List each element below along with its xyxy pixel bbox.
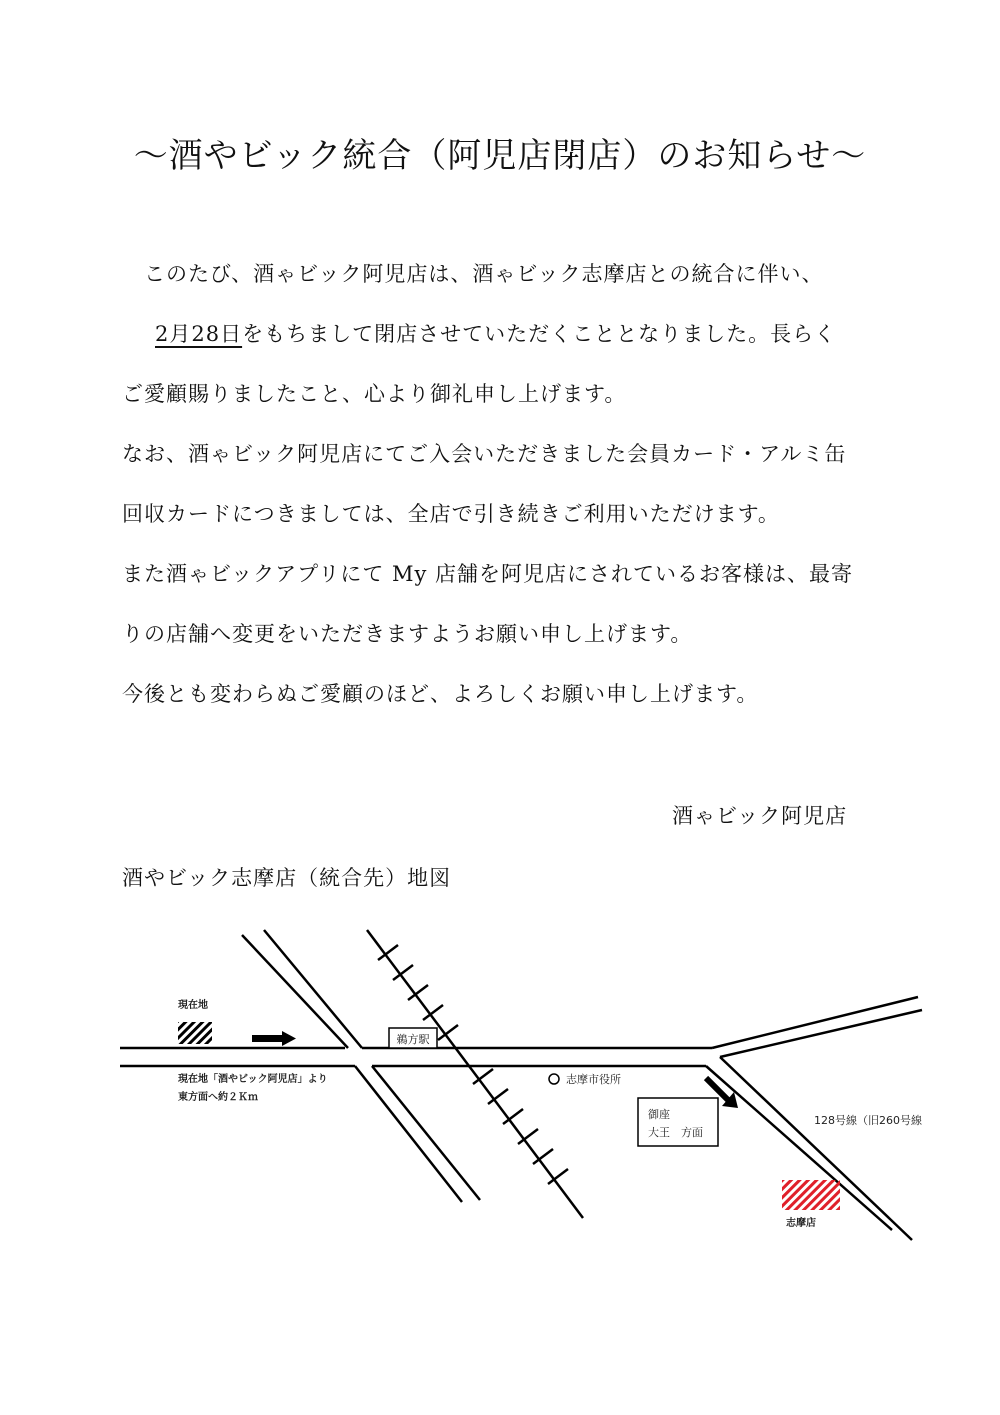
east-arrow-icon (252, 1031, 296, 1046)
body-line-2 (155, 318, 836, 348)
route-label: 128号線（旧260号線 (814, 1114, 922, 1127)
current-location-desc-1: 現在地「酒やビック阿児店」より (178, 1074, 328, 1085)
body-line-2-rest: をもちまして閉店させていただくこととなりました。長らく (242, 322, 837, 346)
body-line-6: また酒ゃビックアプリにて My 店舗を阿児店にされているお客様は、最寄 (122, 562, 854, 586)
body-line-7: りの店舗へ変更をいただきますようお願い申し上げます。 (122, 622, 693, 646)
direction-label-2: 大王 方面 (648, 1126, 703, 1139)
destination-label: 志摩店 (786, 1218, 816, 1229)
body-line-3: ご愛顧賜りましたこと、心より御礼申し上げます。 (122, 382, 627, 406)
current-location-label: 現在地 (178, 1000, 208, 1011)
city-hall-label: 志摩市役所 (566, 1073, 621, 1086)
signature: 酒ゃビック阿児店 (672, 804, 848, 828)
current-location-desc-2: 東方面へ約２Ｋｍ (178, 1092, 258, 1103)
main-road (120, 1048, 712, 1066)
railway (367, 930, 583, 1218)
body-line-5: 回収カードにつきましては、全店で引き続きご利用いただけます。 (122, 502, 780, 526)
city-hall-icon (549, 1074, 559, 1084)
current-location-marker (178, 1022, 212, 1044)
page-title: 〜酒やビック統合（阿児店閉店）のお知らせ〜 (133, 136, 867, 176)
map-title: 酒やビック志摩店（統合先）地図 (122, 866, 452, 890)
body-line-1: このたび、酒ゃビック阿児店は、酒ゃビック志摩店との統合に伴い、 (144, 262, 824, 286)
destination-marker (782, 1180, 840, 1210)
access-map (0, 900, 1000, 1260)
body-line-8: 今後とも変わらぬご愛顧のほど、よろしくお願い申し上げます。 (122, 682, 759, 706)
station-label: 鵜方駅 (396, 1033, 430, 1046)
direction-label-1: 御座 (648, 1108, 670, 1121)
body-line-4: なお、酒ゃビック阿児店にてご入会いただきました会員カード・アルミ缶 (122, 442, 847, 466)
closing-date: 2月28日 (155, 322, 243, 346)
